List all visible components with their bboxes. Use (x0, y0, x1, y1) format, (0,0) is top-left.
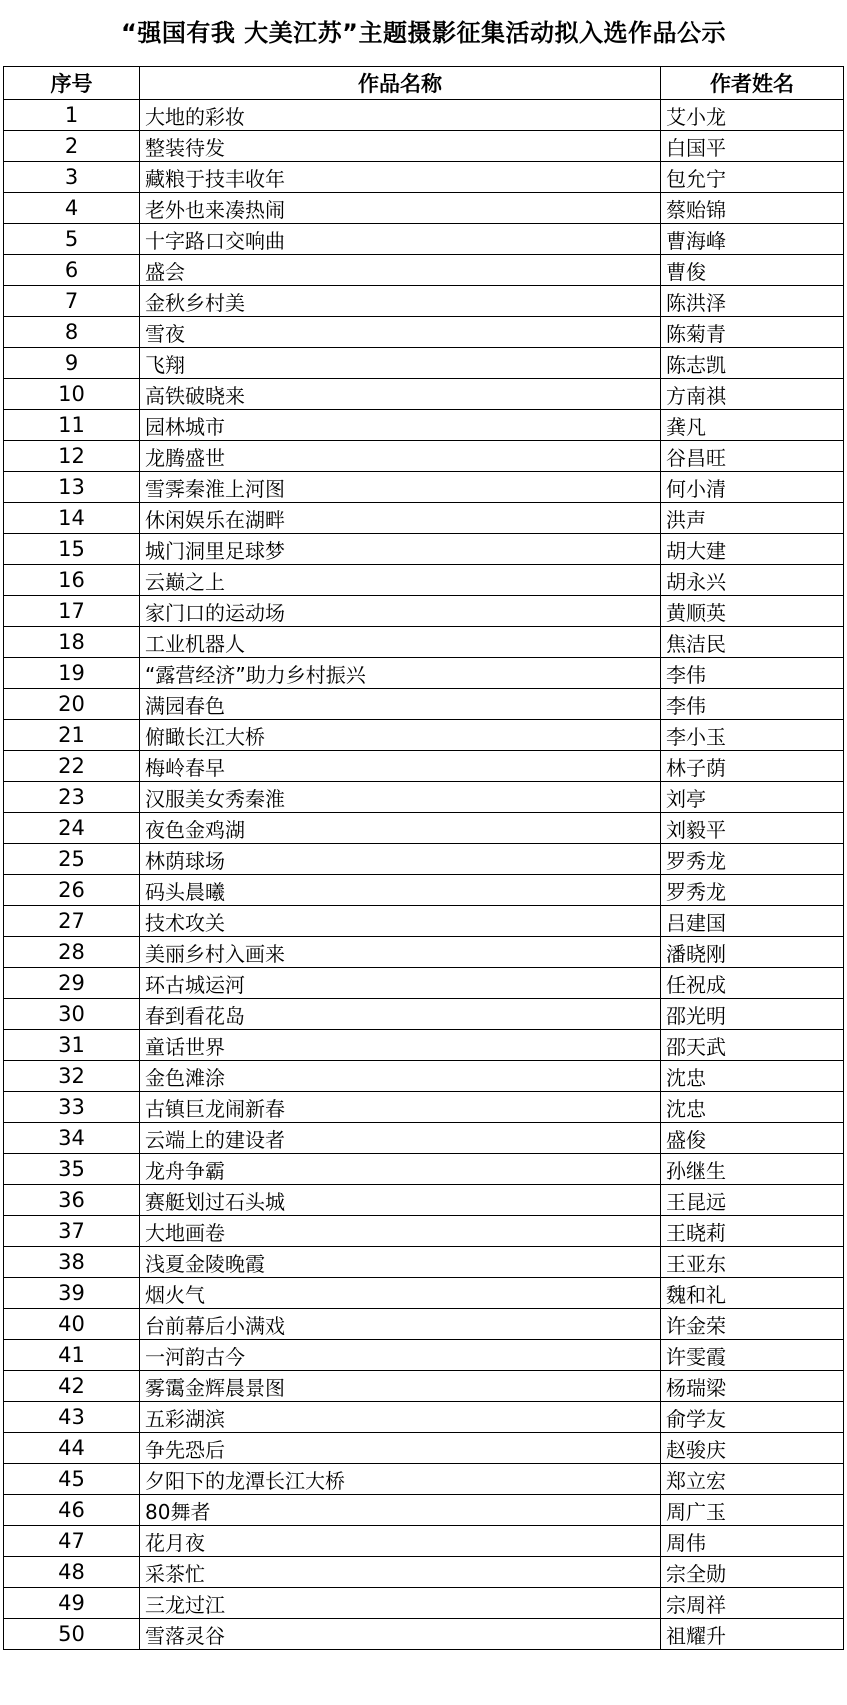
row-number: 42 (4, 1371, 140, 1402)
work-title: 雪夜 (140, 317, 661, 348)
table-row (4, 534, 844, 565)
work-title: 俯瞰长江大桥 (140, 720, 661, 751)
author-name: 罗秀龙 (661, 875, 844, 906)
header-number: 序号 (4, 67, 140, 100)
row-number: 47 (4, 1526, 140, 1557)
work-title: 童话世界 (140, 1030, 661, 1061)
work-title: 家门口的运动场 (140, 596, 661, 627)
author-name: 沈忠 (661, 1092, 844, 1123)
work-title: 台前幕后小满戏 (140, 1309, 661, 1340)
author-name: 邵光明 (661, 999, 844, 1030)
table-row (4, 193, 844, 224)
author-name: 何小清 (661, 472, 844, 503)
author-name: 罗秀龙 (661, 844, 844, 875)
table-row (4, 1340, 844, 1371)
table-row (4, 1061, 844, 1092)
row-number: 8 (4, 317, 140, 348)
row-number: 45 (4, 1464, 140, 1495)
author-name: 胡大建 (661, 534, 844, 565)
header-work-title: 作品名称 (140, 67, 661, 100)
author-name: 周广玉 (661, 1495, 844, 1526)
author-name: 许雯霞 (661, 1340, 844, 1371)
work-title: 藏粮于技丰收年 (140, 162, 661, 193)
author-name: 龚凡 (661, 410, 844, 441)
table-row (4, 472, 844, 503)
row-number: 49 (4, 1588, 140, 1619)
author-name: 李伟 (661, 658, 844, 689)
table-row (4, 162, 844, 193)
work-title: 工业机器人 (140, 627, 661, 658)
table-row (4, 1464, 844, 1495)
row-number: 14 (4, 503, 140, 534)
author-name: 李伟 (661, 689, 844, 720)
row-number: 26 (4, 875, 140, 906)
work-title: 雾霭金辉晨景图 (140, 1371, 661, 1402)
row-number: 27 (4, 906, 140, 937)
table-row (4, 689, 844, 720)
table-row (4, 224, 844, 255)
work-title: 花月夜 (140, 1526, 661, 1557)
table-row (4, 658, 844, 689)
row-number: 19 (4, 658, 140, 689)
row-number: 2 (4, 131, 140, 162)
row-number: 32 (4, 1061, 140, 1092)
table-row (4, 317, 844, 348)
author-name: 陈志凯 (661, 348, 844, 379)
author-name: 焦洁民 (661, 627, 844, 658)
author-name: 祖耀升 (661, 1619, 844, 1650)
row-number: 10 (4, 379, 140, 410)
table-row (4, 999, 844, 1030)
row-number: 46 (4, 1495, 140, 1526)
table-row (4, 1619, 844, 1650)
table-row (4, 1278, 844, 1309)
row-number: 38 (4, 1247, 140, 1278)
table-row (4, 1402, 844, 1433)
work-title: 夕阳下的龙潭长江大桥 (140, 1464, 661, 1495)
row-number: 23 (4, 782, 140, 813)
work-title: 大地画卷 (140, 1216, 661, 1247)
author-name: 沈忠 (661, 1061, 844, 1092)
table-row (4, 100, 844, 131)
table-row (4, 410, 844, 441)
table-row (4, 906, 844, 937)
work-title: 城门洞里足球梦 (140, 534, 661, 565)
table-row (4, 1216, 844, 1247)
table-row (4, 968, 844, 999)
author-name: 郑立宏 (661, 1464, 844, 1495)
table-row (4, 1309, 844, 1340)
work-title: 采茶忙 (140, 1557, 661, 1588)
author-name: 潘晓刚 (661, 937, 844, 968)
table-row (4, 1557, 844, 1588)
author-name: 刘亭 (661, 782, 844, 813)
row-number: 4 (4, 193, 140, 224)
row-number: 33 (4, 1092, 140, 1123)
author-name: 谷昌旺 (661, 441, 844, 472)
author-name: 李小玉 (661, 720, 844, 751)
work-title: 高铁破晓来 (140, 379, 661, 410)
table-row (4, 1371, 844, 1402)
author-name: 黄顺英 (661, 596, 844, 627)
row-number: 21 (4, 720, 140, 751)
work-title: 大地的彩妆 (140, 100, 661, 131)
table-row (4, 379, 844, 410)
author-name: 宗全勋 (661, 1557, 844, 1588)
row-number: 43 (4, 1402, 140, 1433)
table-row (4, 1154, 844, 1185)
table-row (4, 1092, 844, 1123)
work-title: 园林城市 (140, 410, 661, 441)
row-number: 31 (4, 1030, 140, 1061)
row-number: 18 (4, 627, 140, 658)
table-row (4, 813, 844, 844)
row-number: 9 (4, 348, 140, 379)
work-title: 盛会 (140, 255, 661, 286)
work-title: 争先恐后 (140, 1433, 661, 1464)
author-name: 林子荫 (661, 751, 844, 782)
work-title: 金色滩涂 (140, 1061, 661, 1092)
author-name: 许金荣 (661, 1309, 844, 1340)
work-title: 汉服美女秀秦淮 (140, 782, 661, 813)
table-header-row (4, 67, 844, 100)
work-title: 技术攻关 (140, 906, 661, 937)
row-number: 34 (4, 1123, 140, 1154)
work-title: 浅夏金陵晚霞 (140, 1247, 661, 1278)
work-title: 龙舟争霸 (140, 1154, 661, 1185)
author-name: 盛俊 (661, 1123, 844, 1154)
author-name: 王晓莉 (661, 1216, 844, 1247)
row-number: 41 (4, 1340, 140, 1371)
row-number: 12 (4, 441, 140, 472)
work-title: 三龙过江 (140, 1588, 661, 1619)
table-row (4, 1495, 844, 1526)
work-title: 烟火气 (140, 1278, 661, 1309)
table-row (4, 1185, 844, 1216)
author-name: 俞学友 (661, 1402, 844, 1433)
author-name: 白国平 (661, 131, 844, 162)
table-row (4, 1030, 844, 1061)
row-number: 39 (4, 1278, 140, 1309)
author-name: 胡永兴 (661, 565, 844, 596)
row-number: 17 (4, 596, 140, 627)
work-title: 美丽乡村入画来 (140, 937, 661, 968)
work-title: 80舞者 (140, 1495, 661, 1526)
table-row (4, 131, 844, 162)
row-number: 6 (4, 255, 140, 286)
row-number: 3 (4, 162, 140, 193)
work-title: 春到看花岛 (140, 999, 661, 1030)
row-number: 48 (4, 1557, 140, 1588)
author-name: 陈菊青 (661, 317, 844, 348)
row-number: 24 (4, 813, 140, 844)
work-title: 十字路口交响曲 (140, 224, 661, 255)
table-row (4, 1526, 844, 1557)
work-title: 古镇巨龙闹新春 (140, 1092, 661, 1123)
work-title: “露营经济”助力乡村振兴 (140, 658, 661, 689)
row-number: 25 (4, 844, 140, 875)
table-row (4, 565, 844, 596)
work-title: 梅岭春早 (140, 751, 661, 782)
author-name: 刘毅平 (661, 813, 844, 844)
work-title: 夜色金鸡湖 (140, 813, 661, 844)
work-title: 老外也来凑热闹 (140, 193, 661, 224)
row-number: 7 (4, 286, 140, 317)
table-row (4, 875, 844, 906)
row-number: 11 (4, 410, 140, 441)
author-name: 陈洪泽 (661, 286, 844, 317)
table-row (4, 937, 844, 968)
table-row (4, 627, 844, 658)
author-name: 王亚东 (661, 1247, 844, 1278)
header-author-name: 作者姓名 (661, 67, 844, 100)
work-title: 码头晨曦 (140, 875, 661, 906)
author-name: 洪声 (661, 503, 844, 534)
author-name: 赵骏庆 (661, 1433, 844, 1464)
table-row (4, 1123, 844, 1154)
table-row (4, 255, 844, 286)
author-name: 宗周祥 (661, 1588, 844, 1619)
row-number: 5 (4, 224, 140, 255)
work-title: 金秋乡村美 (140, 286, 661, 317)
work-title: 五彩湖滨 (140, 1402, 661, 1433)
author-name: 曹俊 (661, 255, 844, 286)
author-name: 方南祺 (661, 379, 844, 410)
row-number: 15 (4, 534, 140, 565)
work-title: 环古城运河 (140, 968, 661, 999)
work-title: 整装待发 (140, 131, 661, 162)
work-title: 龙腾盛世 (140, 441, 661, 472)
table-row (4, 503, 844, 534)
table-row (4, 782, 844, 813)
row-number: 20 (4, 689, 140, 720)
author-name: 王昆远 (661, 1185, 844, 1216)
row-number: 44 (4, 1433, 140, 1464)
author-name: 艾小龙 (661, 100, 844, 131)
work-title: 赛艇划过石头城 (140, 1185, 661, 1216)
author-name: 杨瑞梁 (661, 1371, 844, 1402)
row-number: 28 (4, 937, 140, 968)
entries-table (3, 66, 844, 1650)
work-title: 云端上的建设者 (140, 1123, 661, 1154)
table-row (4, 1433, 844, 1464)
table-row (4, 1588, 844, 1619)
work-title: 一河韵古今 (140, 1340, 661, 1371)
author-name: 魏和礼 (661, 1278, 844, 1309)
work-title: 林荫球场 (140, 844, 661, 875)
work-title: 休闲娱乐在湖畔 (140, 503, 661, 534)
row-number: 16 (4, 565, 140, 596)
row-number: 30 (4, 999, 140, 1030)
work-title: 云巅之上 (140, 565, 661, 596)
row-number: 1 (4, 100, 140, 131)
work-title: 飞翔 (140, 348, 661, 379)
author-name: 周伟 (661, 1526, 844, 1557)
table-row (4, 1247, 844, 1278)
table-row (4, 348, 844, 379)
document-title: “强国有我 大美江苏”主题摄影征集活动拟入选作品公示 (121, 19, 726, 47)
author-name: 包允宁 (661, 162, 844, 193)
table-row (4, 720, 844, 751)
table-row (4, 844, 844, 875)
table-row (4, 596, 844, 627)
work-title: 雪落灵谷 (140, 1619, 661, 1650)
author-name: 邵天武 (661, 1030, 844, 1061)
table-row (4, 286, 844, 317)
row-number: 36 (4, 1185, 140, 1216)
table-row (4, 441, 844, 472)
author-name: 任祝成 (661, 968, 844, 999)
row-number: 29 (4, 968, 140, 999)
row-number: 22 (4, 751, 140, 782)
table-row (4, 751, 844, 782)
row-number: 50 (4, 1619, 140, 1650)
row-number: 37 (4, 1216, 140, 1247)
row-number: 40 (4, 1309, 140, 1340)
work-title: 雪霁秦淮上河图 (140, 472, 661, 503)
work-title: 满园春色 (140, 689, 661, 720)
author-name: 吕建国 (661, 906, 844, 937)
author-name: 曹海峰 (661, 224, 844, 255)
author-name: 孙继生 (661, 1154, 844, 1185)
row-number: 35 (4, 1154, 140, 1185)
author-name: 蔡贻锦 (661, 193, 844, 224)
row-number: 13 (4, 472, 140, 503)
